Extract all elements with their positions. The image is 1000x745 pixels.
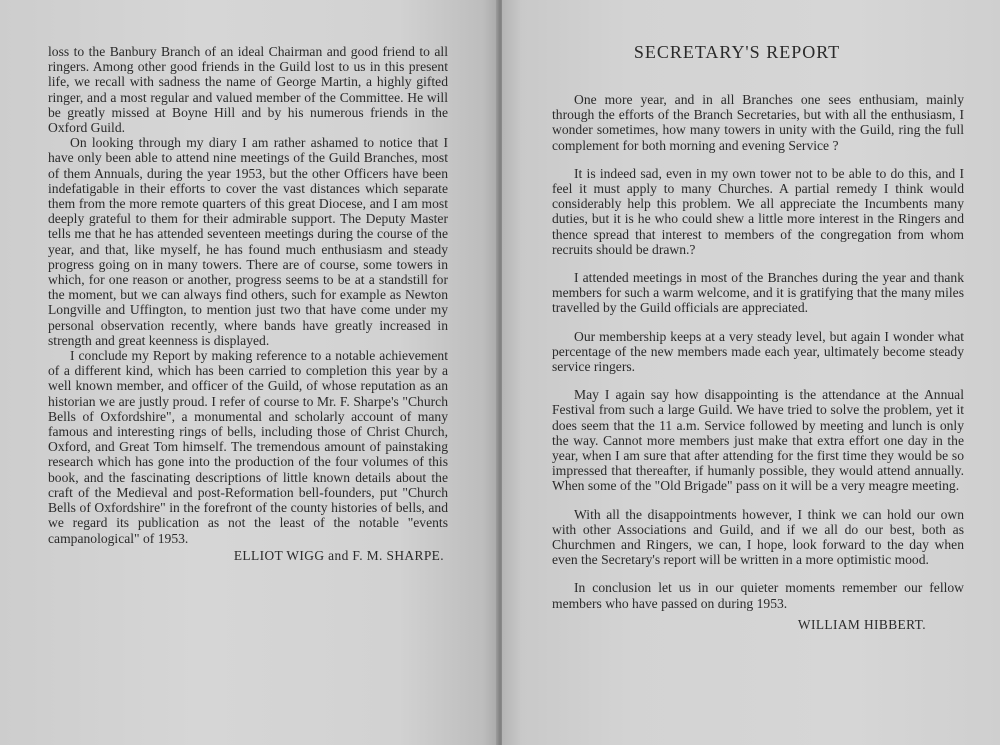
left-paragraph-3: I conclude my Report by making reference to a notable achievement of a different kind, which has been carried to completion this year by a well known member, and officer of the Guild, of whose reputation as an historian we are justly proud. I refer of course to Mr. F. Sharpe's "Church Bells of Oxfordshire", a monumental and scholarly account of many famous and interesting rings of bells, including those of Christ Church, Oxford, and Great Tom himself. The tremendous amount of painstaking research which has gone into the production of the four volumes of this book, and the fascinating descriptions of little known details about the craft of the Medieval and post-Reformation bell-founders, put "Church Bells of Oxfordshire" in the forefront of the county histories of bells, and we regard its publication as not the least of the notable "events campanological" of 1953. [48, 348, 448, 546]
left-paragraph-2: On looking through my diary I am rather ashamed to notice that I have only been able to attend nine meetings of the Guild Branches, most of them Annuals, during the year 1953, but the other Officers have been indefatigable in their efforts to cover the vast distances which separate them from the more remote quarters of this great Diocese, and I am most deeply grateful to them for their admirable support. The Deputy Master tells me that he has attended seventeen meetings during the course of the year, and that, like myself, he has found much enthusiasm and steady progress going on in many towers. There are of course, some towers in which, for one reason or another, progress seems to be at a standstill for the moment, but we can always find others, such for example as Newton Longville and Uffington, to mention just two that have come under my personal observation recently, where bands have greatly increased in strength and great keenness is displayed. [48, 135, 448, 348]
right-signature: WILLIAM HIBBERT. [797, 616, 926, 632]
right-page [502, 0, 1000, 745]
left-report-text [48, 44, 448, 563]
left-signature: ELLIOT WIGG and F. M. SHARPE. [233, 547, 444, 563]
secretary-report-text [552, 92, 964, 632]
page-title: SECRETARY'S REPORT [633, 42, 841, 62]
left-paragraph-1: loss to the Banbury Branch of an ideal Chairman and good friend to all ringers. Among other good friends in the Guild lost to us in this present life, we recall with sadness the name of George Martin, a highly gifted ringer, and a most regular and valued member of the Committee. He will be greatly missed at Boyne Hill and by his numerous friends in the Oxford Guild. [48, 44, 448, 136]
right-paragraph-7: In conclusion let us in our quieter moments remember our fellow members who have passed on during 1953. [552, 580, 964, 611]
right-paragraph-5: May I again say how disappointing is the attendance at the Annual Festival from such a large Guild. We have tried to solve the problem, yet it does seem that the 11 a.m. Service followed by meeting and lunch is only the way. Cannot more members just make that extra effort one day in the year, when I am sure that after attending for the first time they would be so impressed that thereafter, if humanly possible, they would attend annually. When some of the "Old Brigade" pass on it will be a very meagre meeting. [552, 387, 964, 494]
right-paragraph-2: It is indeed sad, even in my own tower not to be able to do this, and I feel it must apply to many Churches. A partial remedy I think would considerably help this problem. We all appreciate the Incumbents many duties, but it is he who could shew a little more interest in the Ringers and thence spread that interest to members of the congregation from whom recruits should be drawn.? [552, 165, 964, 257]
right-paragraph-6: With all the disappointments however, I think we can hold our own with other Associations and Guild, and if we all do our best, both as Churchmen and Ringers, we can, I hope, look forward to the day when even the Secretary's report will be written in a more optimistic mood. [552, 506, 964, 568]
right-paragraph-1: One more year, and in all Branches one sees enthusiam, mainly through the efforts of the Branch Secretaries, but with all the enthusiasm, I wonder sometimes, how many towers in unity with the Guild, ring the full complement for both morning and evening Service ? [552, 92, 964, 153]
right-paragraph-3: I attended meetings in most of the Branches during the year and thank members for such a warm welcome, and it is gratifying that the many miles travelled by the Guild officials are appreciated. [552, 270, 964, 316]
right-paragraph-4: Our membership keeps at a very steady level, but again I wonder what percentage of the new members made each year, ultimately become steady service ringers. [552, 328, 964, 375]
left-page [0, 0, 498, 745]
